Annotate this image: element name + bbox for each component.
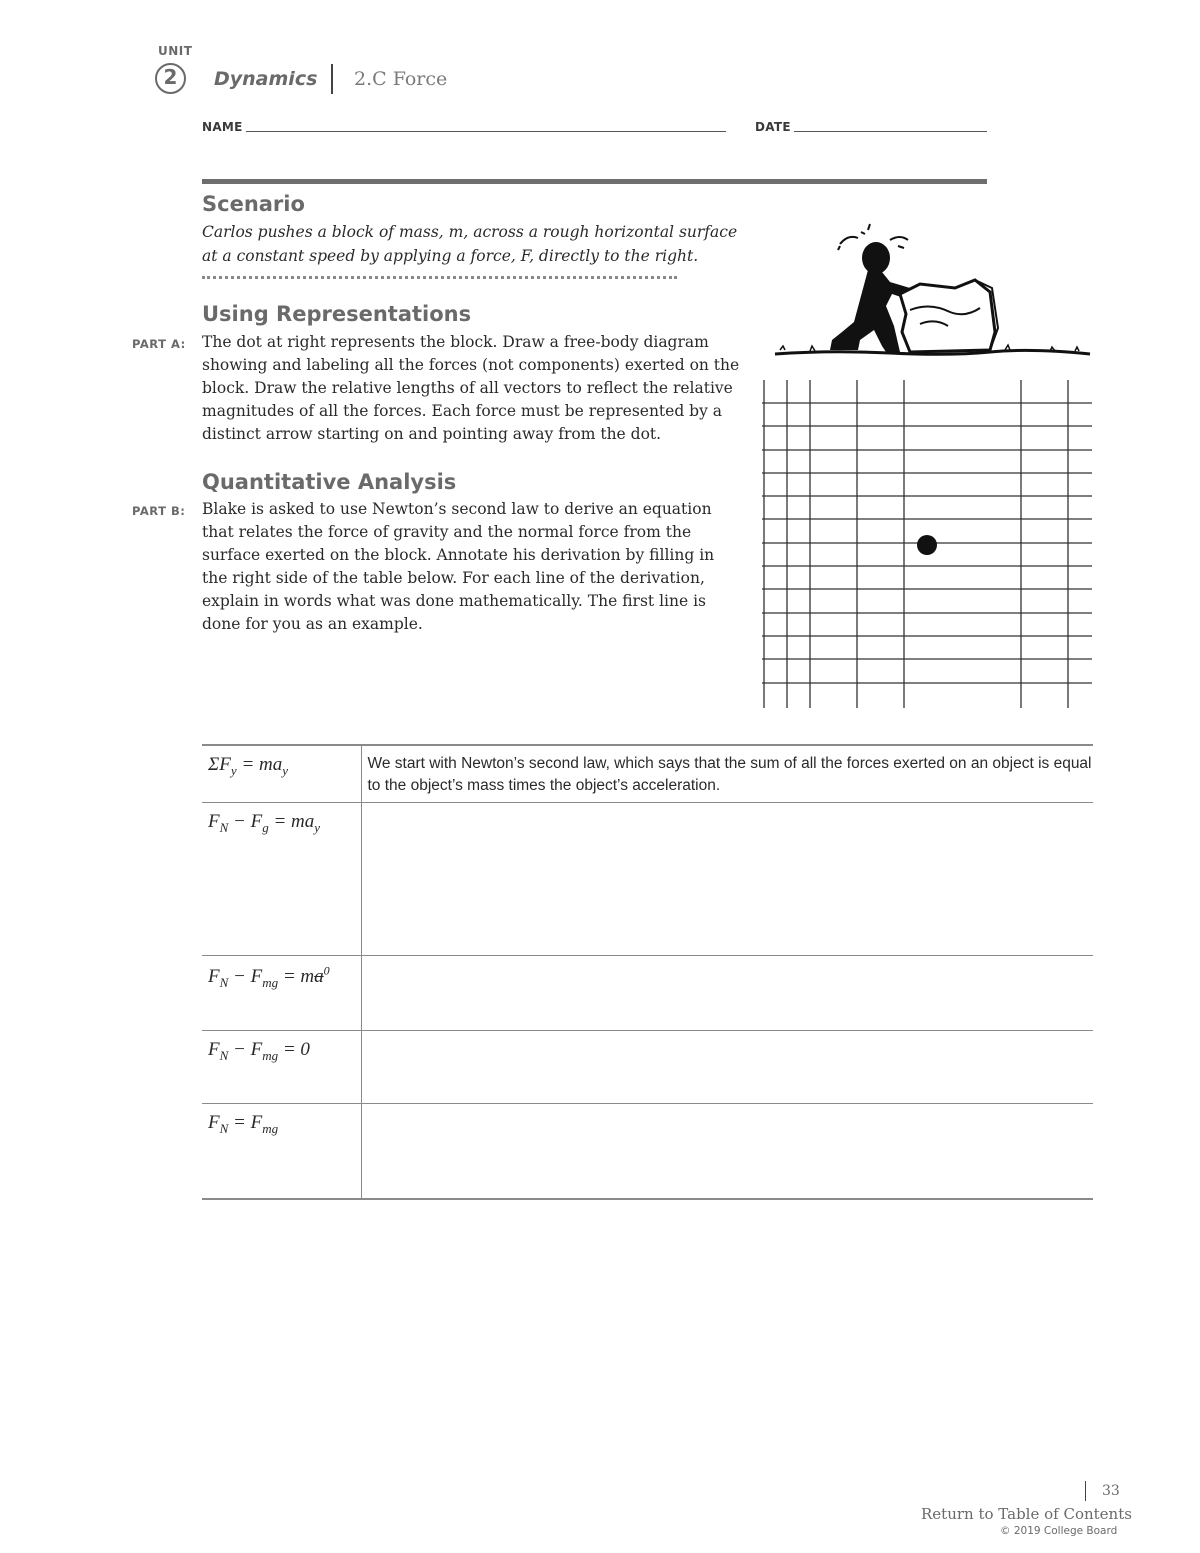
header-divider bbox=[331, 64, 333, 94]
footer-divider bbox=[1085, 1481, 1086, 1501]
date-field[interactable] bbox=[794, 131, 987, 132]
page-number: 33 bbox=[1102, 1483, 1120, 1499]
equation-cell bbox=[202, 745, 361, 802]
person-pushing-block-illustration bbox=[770, 222, 1095, 362]
part-a-text: The dot at right represents the block. Draw a free-body diagram showing and labeling all the forces (not components) exerted on the block. Draw the relative lengths of all vectors to reflect the relative magnitudes of all the forces. Each force must be represented by a distinct arrow starting on and pointing away from the dot. bbox=[202, 333, 740, 443]
block-dot bbox=[917, 535, 937, 555]
table-row bbox=[202, 745, 1093, 802]
table-of-contents-link[interactable]: Return to Table of Contents bbox=[921, 1505, 1132, 1523]
scenario-text: Carlos pushes a block of mass, m, across a rough horizontal surface at a constant speed by applying a force, F, directly to the right. bbox=[202, 223, 738, 265]
equation: $F_N - F_g = ma_y$ bbox=[208, 810, 321, 835]
copyright: © 2019 College Board bbox=[1000, 1525, 1118, 1537]
part-a-label: PART A: bbox=[132, 337, 186, 351]
explanation-cell[interactable] bbox=[361, 802, 1093, 955]
table-row bbox=[202, 955, 1093, 1030]
dotted-divider bbox=[202, 276, 677, 279]
unit-title: Dynamics bbox=[214, 68, 318, 90]
equation-cell bbox=[202, 802, 361, 955]
table-row bbox=[202, 1103, 1093, 1199]
unit-label: UNIT bbox=[158, 44, 193, 58]
part-b-heading: Quantitative Analysis bbox=[202, 470, 457, 494]
explanation-cell[interactable] bbox=[361, 1030, 1093, 1103]
unit-number-badge: 2 bbox=[155, 63, 186, 94]
part-b-text: Blake is asked to use Newton’s second law to derive an equation that relates the force of gravity and the normal force from the surface exerted on the block. Annotate his derivation by filling in the right side of the table below. For each line of the derivation, explain in words what was done mathematically. The first line is done for you as an example. bbox=[202, 500, 715, 633]
equation-cell bbox=[202, 1030, 361, 1103]
equation: $F_N - F_{mg} = 0$ bbox=[208, 1038, 310, 1063]
part-b-label: PART B: bbox=[132, 504, 186, 518]
section-divider bbox=[202, 179, 987, 184]
equation: $F_N - F_{mg} = ma^0$ bbox=[208, 963, 330, 990]
equation-cell bbox=[202, 1103, 361, 1199]
part-a-heading: Using Representations bbox=[202, 302, 472, 326]
scenario-heading: Scenario bbox=[202, 192, 305, 216]
explanation-cell[interactable]: We start with Newton’s second law, which says that the sum of all the forces exerted on an object is equal to the object’s mass times the object’s acceleration. bbox=[361, 745, 1093, 802]
derivation-table bbox=[202, 744, 1093, 1200]
date-label: DATE bbox=[755, 120, 791, 134]
equation: $F_N = F_{mg}$ bbox=[208, 1111, 279, 1136]
equation: $\Sigma F_y = ma_y$ bbox=[208, 754, 289, 778]
name-label: NAME bbox=[202, 120, 243, 134]
explanation-cell[interactable] bbox=[361, 955, 1093, 1030]
table-row bbox=[202, 802, 1093, 955]
topic-title: 2.C Force bbox=[354, 68, 448, 90]
explanation-cell[interactable] bbox=[361, 1103, 1093, 1199]
name-field[interactable] bbox=[246, 131, 726, 132]
table-row bbox=[202, 1030, 1093, 1103]
equation-cell bbox=[202, 955, 361, 1030]
free-body-diagram-grid[interactable] bbox=[762, 380, 1094, 710]
